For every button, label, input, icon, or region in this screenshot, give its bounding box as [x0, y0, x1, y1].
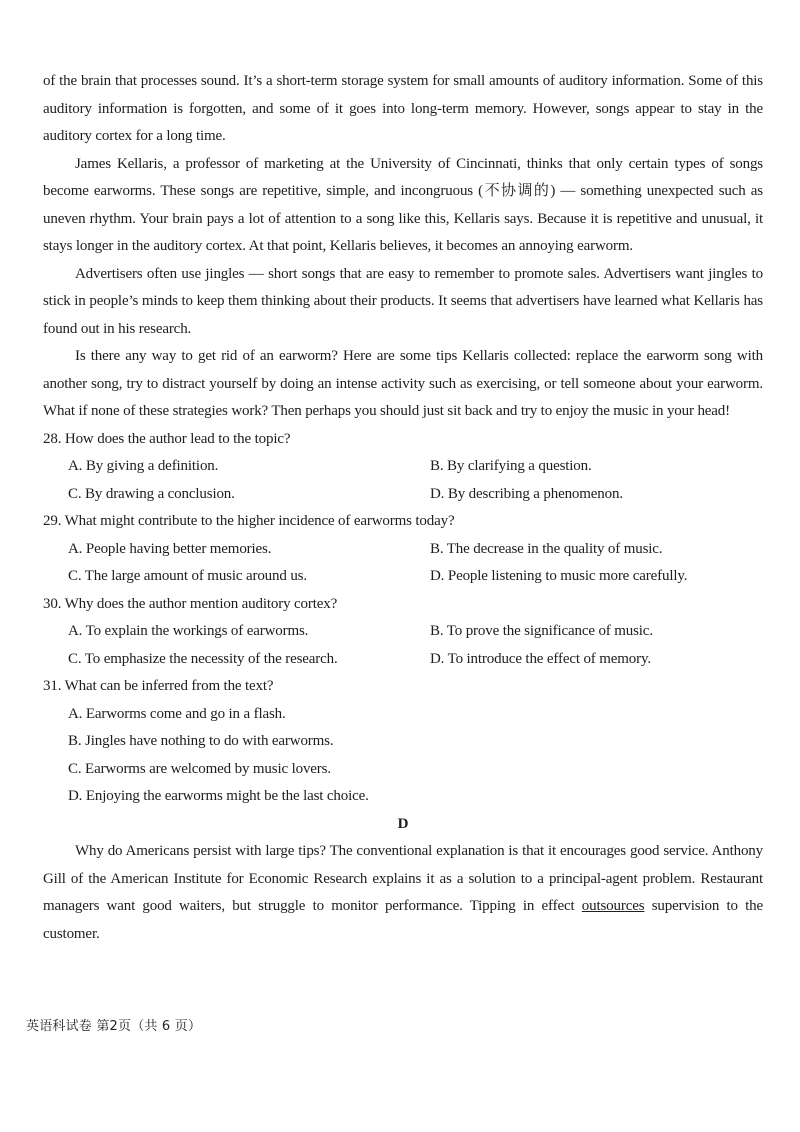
question-30-stem: 30. Why does the author mention auditory cortex?	[43, 595, 338, 612]
question-28	[43, 426, 763, 509]
passage-d-paragraph-1	[43, 838, 763, 948]
question-29-option-b: B. The decrease in the quality of music.	[430, 540, 663, 557]
question-31-option-b: B. Jingles have nothing to do with earworms.	[68, 733, 334, 749]
question-30	[43, 591, 763, 674]
question-29-options	[43, 536, 763, 591]
passage-d-text-part2: supervision to the customer.	[43, 898, 763, 942]
question-31-option-a: A. Earworms come and go in a flash.	[68, 705, 286, 722]
question-29	[43, 508, 763, 591]
passage-d	[43, 811, 763, 949]
underlined-word: outsources	[581, 898, 645, 914]
exam-page	[43, 68, 763, 948]
passage-d-label: D	[397, 815, 409, 832]
passage-c	[43, 68, 763, 426]
passage-c-paragraph-1: of the brain that processes sound. It’s a short-term storage system for small amounts of auditory information. Some of this auditory information is forgotten, and some of it goes into long-term memory. However, songs appear to stay in the auditory cortex for a long time.	[43, 73, 763, 144]
question-29-option-d: D. People listening to music more carefully.	[430, 568, 688, 584]
question-28-option-a: A. By giving a definition.	[68, 458, 219, 474]
question-31-stem: 31. What can be inferred from the text?	[43, 678, 274, 694]
passage-c-paragraph-3: Advertisers often use jingles — short songs that are easy to remember to promote sales. Advertisers want jingles to stick in people’s minds to keep them thinking about their products. It seems that advertisers have learned what Kellaris has found out in his research.	[43, 265, 763, 337]
passage-c-paragraph-4: Is there any way to get rid of an earworm? Here are some tips Kellaris collected: replace the earworm song with another song, try to distract yourself by doing an intense activity such as exercising, or tell someone about your earworm. What if none of these strategies work? Then perhaps you should just sit back and try to enjoy the music in your head!	[43, 348, 763, 419]
question-29-stem: 29. What might contribute to the higher incidence of earworms today?	[43, 513, 455, 529]
passage-c-paragraph-2: James Kellaris, a professor of marketing at the University of Cincinnati, thinks that only certain types of songs become earworms. These songs are repetitive, simple, and incongruous (不协调的) — something unexpected such as uneven rhythm. Your brain pays a lot of attention to a song like this, Kellaris says. Because it is repetitive and unusual, it stays longer in the auditory cortex. At that point, Kellaris believes, it becomes an annoying earworm.	[43, 155, 763, 254]
question-31	[43, 673, 763, 811]
question-30-option-b: B. To prove the significance of music.	[430, 623, 653, 639]
question-31-option-c: C. Earworms are welcomed by music lovers.	[68, 760, 331, 777]
passage-d-text-part1: Why do Americans persist with large tips? The conventional explanation is that it encourages good service. Anthony Gill of the American Institute for Economic Research explains it as a solution to a principal-agent problem. Restaurant managers want good waiters, but struggle to monitor performance. Tipping in effect	[43, 843, 763, 914]
question-31-option-d: D. Enjoying the earworms might be the last choice.	[68, 788, 369, 804]
question-29-option-a: A. People having better memories.	[68, 540, 272, 557]
question-31-options	[43, 701, 763, 811]
question-29-option-c: C. The large amount of music around us.	[68, 568, 307, 584]
question-30-option-d: D. To introduce the effect of memory.	[430, 650, 651, 667]
question-28-options	[43, 453, 763, 508]
question-30-option-a: A. To explain the workings of earworms.	[68, 623, 309, 639]
question-28-stem: 28. How does the author lead to the topic?	[43, 430, 291, 447]
question-28-option-d: D. By describing a phenomenon.	[430, 485, 623, 502]
question-30-option-c: C. To emphasize the necessity of the research.	[68, 650, 338, 667]
page-footer: 英语科试卷 第2页（共 6 页）	[26, 1019, 202, 1034]
question-30-options	[43, 618, 763, 673]
question-28-option-b: B. By clarifying a question.	[430, 458, 592, 474]
question-28-option-c: C. By drawing a conclusion.	[68, 485, 235, 502]
